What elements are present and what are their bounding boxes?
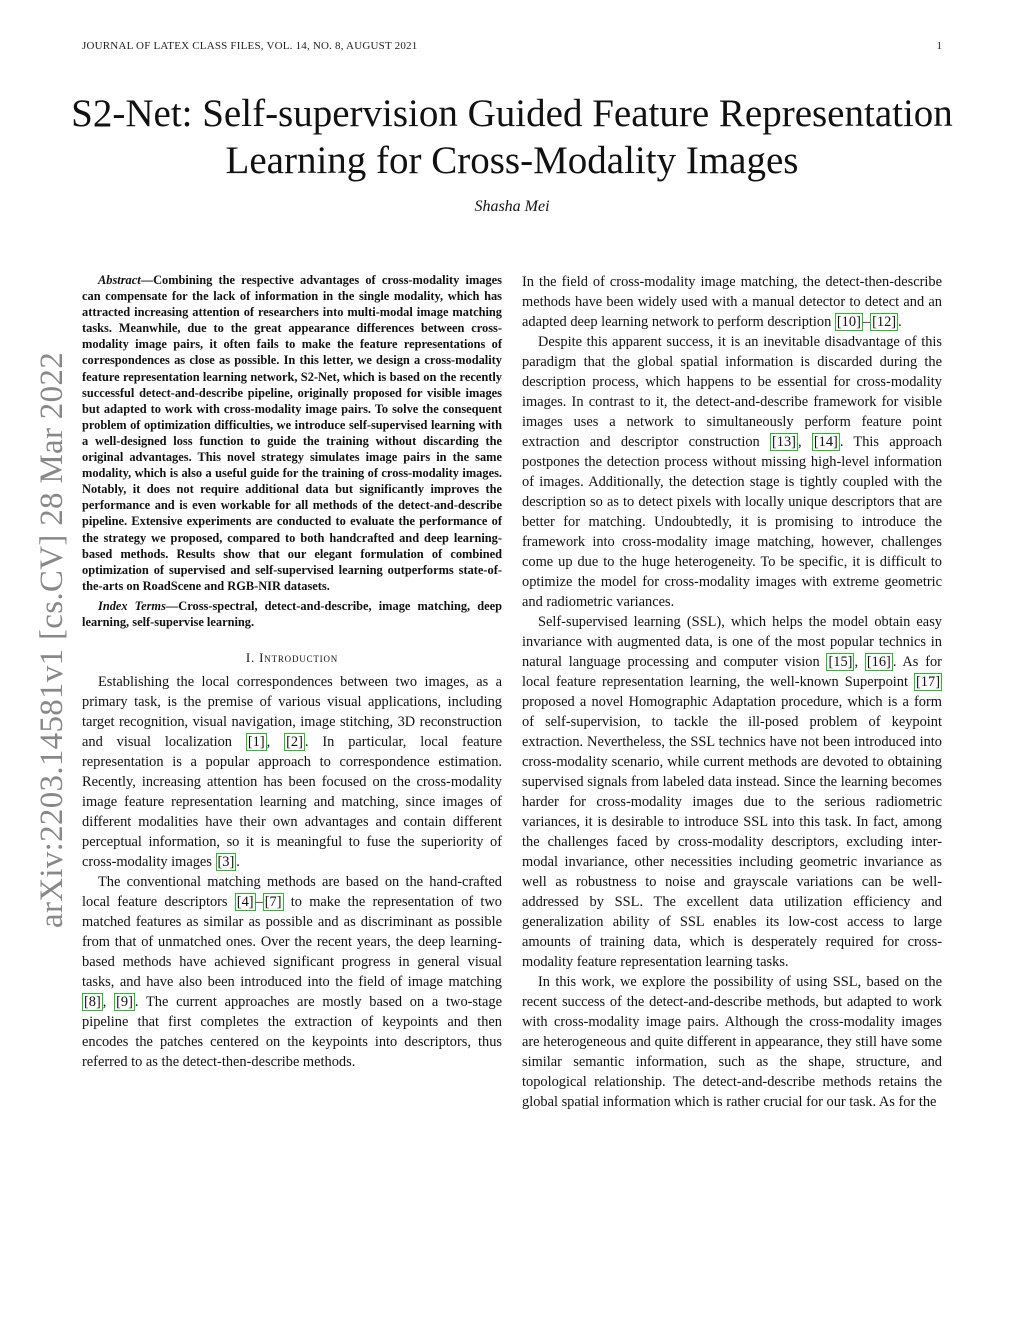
text-run: . — [898, 314, 902, 330]
text-run: . — [236, 854, 240, 871]
author-name: Shasha Mei — [474, 198, 550, 215]
intro-paragraph-2 — [82, 872, 502, 1072]
citation-link[interactable]: [15] — [828, 654, 853, 670]
citation-link[interactable]: [14] — [813, 434, 838, 450]
text-run: In this work, we explore the possibility of using SSL, based on the recent success of the detect-and-describe methods, but adapted to work with cross-modality image pairs. Although the cross-modality images are heterogeneous and quite different in appearance, they still have some similar semantic information, such as the shape, structure, and topological relationship. The detect-and-describe methods retains the global spatial information which is rather crucial for our task. As for the — [522, 974, 942, 1110]
arxiv-stamp: arXiv:2203.14581v1 [cs.CV] 28 Mar 2022 — [34, 352, 70, 928]
running-header: JOURNAL OF LATEX CLASS FILES, VOL. 14, NO. 8, AUGUST 2021 — [82, 40, 418, 52]
section-number: I. — [245, 650, 256, 666]
text-run: , — [102, 994, 115, 1011]
text-run: . As for local feature representation learning, the well-known Superpoint — [522, 654, 942, 690]
text-run: proposed a novel Homographic Adaptation procedure, which is a form of self-supervision, to tackle the ill-posed problem of keypoint extraction. Nevertheless, the SSL technics have not been introduced into cross-modality scenario, while current methods are devoted to obtaining supervised signals from labeled data instead. Since the learning becomes harder for cross-modality images due to the serious radiometric variances, it is desirable to introduce SSL into this task. In fact, among the challenges faced by cross-modality descriptors, excluding inter-modal invariance, other necessities including geometric invariance as well as robustness to noise and grayscale variations can be well-addressed by SSL. The excellent data utilization efficiency and generalization ability of SSL enables its low-cost access to large amounts of training data, which is desperately required for cross-modality feature representation learning tasks. — [522, 694, 942, 970]
page-number: 1 — [936, 40, 942, 52]
index-terms-text: —Cross-spectral, detect-and-describe, image matching, deep learning, self-supervise learning. — [82, 598, 502, 629]
citation-link[interactable]: [9] — [116, 994, 133, 1011]
index-terms-label: Index Terms — [98, 598, 166, 613]
section-heading-introduction — [82, 650, 502, 666]
paper-title: S2-Net: Self-supervision Guided Feature Representation Learning for Cross-Modality Images — [71, 92, 953, 182]
text-run: . The current approaches are mostly based on a two-stage pipeline that first completes the extraction of keypoints and then encodes the patches centered on the keypoints into descriptors, thus referred to as the detect-then-describe methods. — [82, 994, 502, 1071]
text-run: . In particular, local feature representation is a popular approach to correspondence estimation. Recently, increasing attention has been focused on the cross-modality image feature representation learning and matching, since images of different modalities have their own advantages and contain different perceptual information, so it is meaningful to fuse the superiority of cross-modality images — [82, 734, 502, 871]
citation-link[interactable]: [8] — [84, 994, 101, 1011]
text-run: to make the representation of two matched features as similar as possible and as discriminant as possible from that of unmatched ones. Over the recent years, the deep learning-based methods have achieved significant progress in general visual tasks, and have also been introduced into the field of image matching — [82, 894, 503, 991]
citation-link[interactable]: [17] — [916, 674, 940, 690]
intro-paragraph-5 — [522, 612, 942, 972]
citation-link[interactable]: [4] — [236, 894, 254, 911]
text-run: In the field of cross-modality image matching, the detect-then-describe methods have been widely used with a manual detector to detect and an adapted deep learning network to perform description — [522, 274, 942, 330]
text-run: , — [266, 734, 285, 751]
section-title: Introduction — [259, 650, 339, 666]
intro-paragraph-3 — [522, 272, 942, 332]
index-terms — [82, 598, 502, 630]
citation-link[interactable]: [12] — [872, 314, 897, 330]
abstract — [82, 272, 502, 594]
citation-link[interactable]: [13] — [772, 434, 796, 450]
abstract-text: —Combining the respective advantages of cross-modality images can compensate for the lack of information in the single modality, which has attracted increasing attention of researchers into multi-modal image matching tasks. Meanwhile, due to the great appearance differences between cross-modality image pairs, it often fails to make the feature representations of correspondences as close as possible. In this letter, we design a cross-modality feature representation learning network, S2-Net, which is based on the recently successful detect-and-describe pipeline, originally proposed for visible images but adapted to work with cross-modality image pairs. To solve the consequent problem of optimization difficulties, we introduce self-supervised learning with a well-designed loss function to guide the training without discarding the original advantages. This novel strategy simulates image pairs in the same modality, which is also a useful guide for the training of cross-modality images. Notably, it does not require additional data but significantly improves the performance and is even workable for all methods of the detect-and-describe pipeline. Extensive experiments are conducted to evaluate the performance of the strategy we proposed, compared to both handcrafted and deep learning-based methods. Results show that our elegant formulation of combined optimization of supervised and self-supervised learning outperforms state-of-the-arts on RoadScene and RGB-NIR datasets. — [82, 273, 502, 593]
text-run: Self-supervised learning (SSL), which helps the model obtain easy invariance with augmented data, is one of the most popular technics in natural language processing and computer vision — [522, 614, 942, 670]
text-run: , — [854, 654, 865, 670]
citation-link[interactable]: [1] — [247, 734, 265, 751]
text-run: . This approach postpones the detection process without missing high-level information of images. Additionally, the detection stage is tightly coupled with the description so as to detect pixels with locally unique descriptors that are better for matching. Undoubtedly, it is promising to introduce the framework into cross-modality image matching, however, challenges come up due to the huge heterogeneity. To be specific, it is difficult to optimize the model for cross-modality images with extreme geometric and radiometric variances. — [522, 434, 942, 610]
text-run: – — [255, 894, 263, 911]
text-run: – — [862, 314, 871, 330]
text-run: Despite this apparent success, it is an inevitable disadvantage of this paradigm that the global spatial information is discarded during the description process, which happens to be essential for cross-modality images. In contrast to it, the detect-and-describe framework for visible images uses a network to simultaneously perform feature point extraction and descriptor construction — [522, 334, 942, 450]
intro-paragraph-6 — [522, 972, 942, 1112]
left-column — [82, 272, 502, 1072]
intro-paragraph-1 — [82, 672, 502, 872]
citation-link[interactable]: [7] — [264, 894, 282, 911]
abstract-label: Abstract — [98, 273, 141, 287]
citation-link[interactable]: [3] — [217, 854, 235, 871]
citation-link[interactable]: [16] — [866, 654, 891, 670]
intro-paragraph-4 — [522, 332, 942, 612]
citation-link[interactable]: [2] — [286, 734, 303, 751]
citation-link[interactable]: [10] — [836, 314, 861, 330]
text-run: The conventional matching methods are based on the hand-crafted local feature descriptors — [82, 874, 502, 911]
text-run: , — [797, 434, 812, 450]
text-run: Establishing the local correspondences between two images, as a primary task, is the premise of various visual applications, including target recognition, visual navigation, image stitching, 3D reconstruction and visual localization — [82, 674, 502, 751]
right-column — [522, 272, 942, 1112]
